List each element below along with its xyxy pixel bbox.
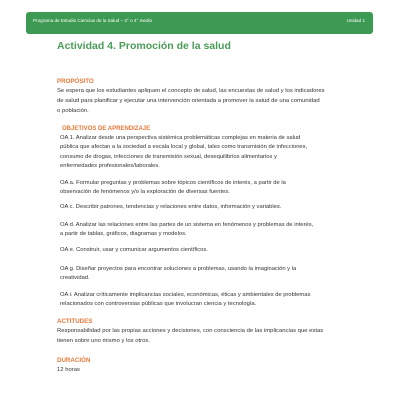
proposito-label: PROPÓSITO bbox=[57, 78, 94, 85]
oa-line: consumo de drogas, infecciones de transmisión sexual, desequilibrios alimentarios y bbox=[60, 153, 277, 160]
oa-line: creatividad. bbox=[60, 275, 90, 282]
unit-label: Unidad 1 bbox=[346, 18, 365, 23]
header-bar bbox=[26, 12, 373, 34]
oa-line: relacionados con controversias públicas que involucran ciencia y tecnología. bbox=[60, 301, 257, 308]
oa-line: OA 1. Analizar desde una perspectiva sistémica problemáticas complejas en materia de salud bbox=[60, 135, 301, 141]
oa-line: pública que afectan a la sociedad a escala local y global, tales como transmisión de infecciones, bbox=[60, 144, 308, 151]
oa-item-g bbox=[60, 265, 352, 284]
oa-item-c bbox=[60, 203, 352, 212]
oa-line: OA e. Construir, usar y comunicar argumentos científicos. bbox=[60, 247, 208, 253]
oa-item-i bbox=[60, 291, 352, 310]
duracion-value: 12 horas bbox=[57, 367, 80, 373]
oa-item-a bbox=[60, 179, 352, 198]
actitudes-line: Responsabilidad por las propias acciones y decisiones, con consciencia de las implicancias que estas bbox=[57, 328, 324, 334]
oa-line: observación de fenómenos y/o la exploración de diversas fuentes. bbox=[60, 189, 230, 196]
actitudes-text bbox=[57, 326, 352, 346]
program-title: Programa de Estudio Ciencias de la Salud – 3° o 4° medio bbox=[33, 18, 153, 23]
actitudes-label: ACTITUDES bbox=[57, 318, 93, 325]
oa-line: a partir de tablas, gráficos, diagramas y modelos. bbox=[60, 231, 187, 238]
oa-item-e bbox=[60, 246, 352, 255]
actitudes-line: tienen sobre uno mismo y los otros. bbox=[57, 338, 150, 345]
oa-line: OA a. Formular preguntas y problemas sobre tópicos científicos de interés, a partir de la bbox=[60, 180, 286, 186]
activity-title: Actividad 4. Promoción de la salud bbox=[57, 40, 231, 52]
oa-line: enfermedades profesionales/laborales. bbox=[60, 162, 160, 169]
oa-line: OA i. Analizar críticamente implicancias sociales, económicas, éticas y ambientales de problemas bbox=[60, 292, 311, 298]
oa-line: OA d. Analizar las relaciones entre las partes de un sistema en fenómenos y problemas de interés, bbox=[60, 222, 314, 228]
proposito-line: o población. bbox=[57, 108, 89, 115]
oa-item-1 bbox=[60, 134, 352, 171]
duracion-label: DURACIÓN bbox=[57, 357, 91, 364]
oa-line: OA c. Describir patrones, tendencias y relaciones entre datos, información y variables. bbox=[60, 204, 282, 210]
oa-line: OA g. Diseñar proyectos para encontrar soluciones a problemas, usando la imaginación y la bbox=[60, 266, 297, 272]
proposito-line: Se espera que los estudiantes apliquen el concepto de salud, las encuestas de salud y los indicadores bbox=[57, 88, 325, 94]
proposito-text bbox=[57, 86, 352, 117]
objetivos-label: OBJETIVOS DE APRENDIZAJE bbox=[62, 126, 151, 132]
proposito-line: de salud para planificar y ejecutar una intervención orientada a promover la salud de una comunidad bbox=[57, 98, 320, 105]
oa-item-d bbox=[60, 221, 352, 240]
